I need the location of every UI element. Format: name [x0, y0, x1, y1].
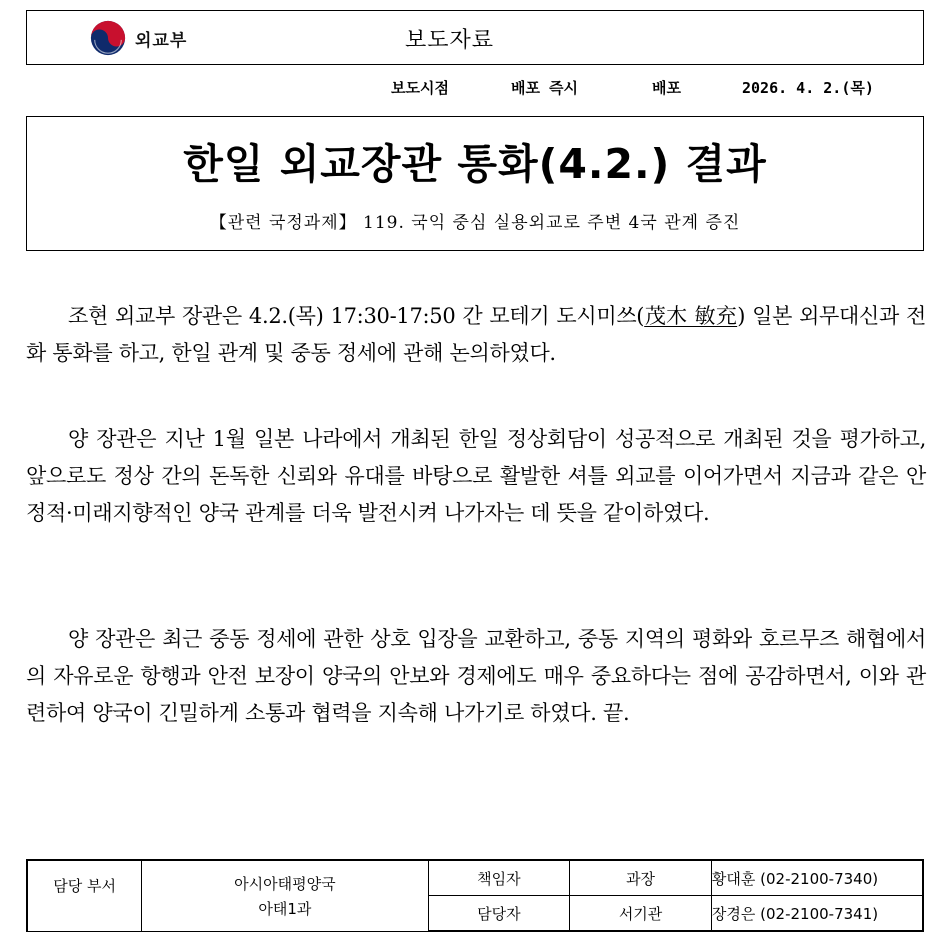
paragraph-3-text: 양 장관은 최근 중동 정세에 관한 상호 입장을 교환하고, 중동 지역의 평화와 호르무즈 해협에서의 자유로운 항행과 안전 보장이 양국의 안보와 경제에도 매우 중요하다는 점에 공감하면서, 이와 관련하여 양국이 긴밀하게 소통과 협력을 지속해 나가기로 하였다. 끝. — [26, 627, 926, 725]
table-row — [27, 860, 923, 896]
role-cell — [428, 896, 570, 932]
ministry-name: 외교부 — [135, 30, 188, 51]
dept-label-cell — [27, 860, 142, 931]
taegeuk-logo-icon — [89, 19, 127, 57]
position-label: 과장 — [626, 869, 656, 888]
position-label: 서기관 — [618, 904, 663, 923]
contact-table — [26, 859, 924, 932]
paragraph-2-text: 양 장관은 지난 1월 일본 나라에서 개최된 한일 정상회담이 성공적으로 개최된 것을 평가하고, 앞으로도 정상 간의 돈독한 신뢰와 유대를 바탕으로 활발한 셔틀 외교를 이어가면서 지금과 같은 안정적·미래지향적인 양국 관계를 더욱 발전시켜 나가자는 데 뜻을 같이하였다. — [26, 427, 926, 525]
role-label: 담당자 — [477, 904, 521, 923]
japanese-name: 茂木 敏充 — [644, 304, 738, 328]
role-cell — [428, 860, 570, 896]
person-cell — [711, 896, 923, 932]
paragraph-1 — [26, 298, 926, 372]
main-title: 한일 외교장관 통화(4.2.) 결과 — [183, 140, 767, 188]
distribution-label: 배포 — [652, 79, 681, 97]
person-contact: 장경은 (02-2100-7341) — [711, 904, 879, 923]
position-cell — [570, 860, 712, 896]
release-time-value: 배포 즉시 — [511, 79, 578, 97]
dept-line-2: 아태1과 — [258, 899, 312, 918]
paragraph-3 — [26, 621, 926, 732]
person-contact: 황대훈 (02-2100-7340) — [711, 869, 879, 888]
doc-type-title: 보도자료 — [405, 28, 495, 53]
release-date: 2026. 4. 2.(목) — [742, 79, 874, 97]
dept-name-cell — [142, 860, 428, 931]
header-box — [26, 10, 924, 65]
role-label: 책임자 — [477, 869, 521, 888]
person-cell — [711, 860, 923, 896]
release-time-label: 보도시점 — [391, 79, 449, 97]
ministry-logo — [89, 19, 187, 57]
paragraph-2 — [26, 421, 926, 532]
paragraph-1-part-a: 조현 외교부 장관은 4.2.(목) 17:30-17:50 간 모테기 도시미쓰( — [68, 304, 645, 328]
paragraph-1-part-b: ) 일본 외무대신과 전화 통화를 하고, 한일 관계 및 중동 정세에 관해 논의하였다. — [26, 304, 926, 365]
policy-subtitle: 【관련 국정과제】 119. 국익 중심 실용외교로 주변 4국 관계 증진 — [209, 213, 741, 233]
position-cell — [570, 896, 712, 932]
title-box — [26, 116, 924, 251]
dept-line-1: 아시아태평양국 — [234, 874, 336, 893]
dept-label: 담당 부서 — [53, 877, 116, 895]
